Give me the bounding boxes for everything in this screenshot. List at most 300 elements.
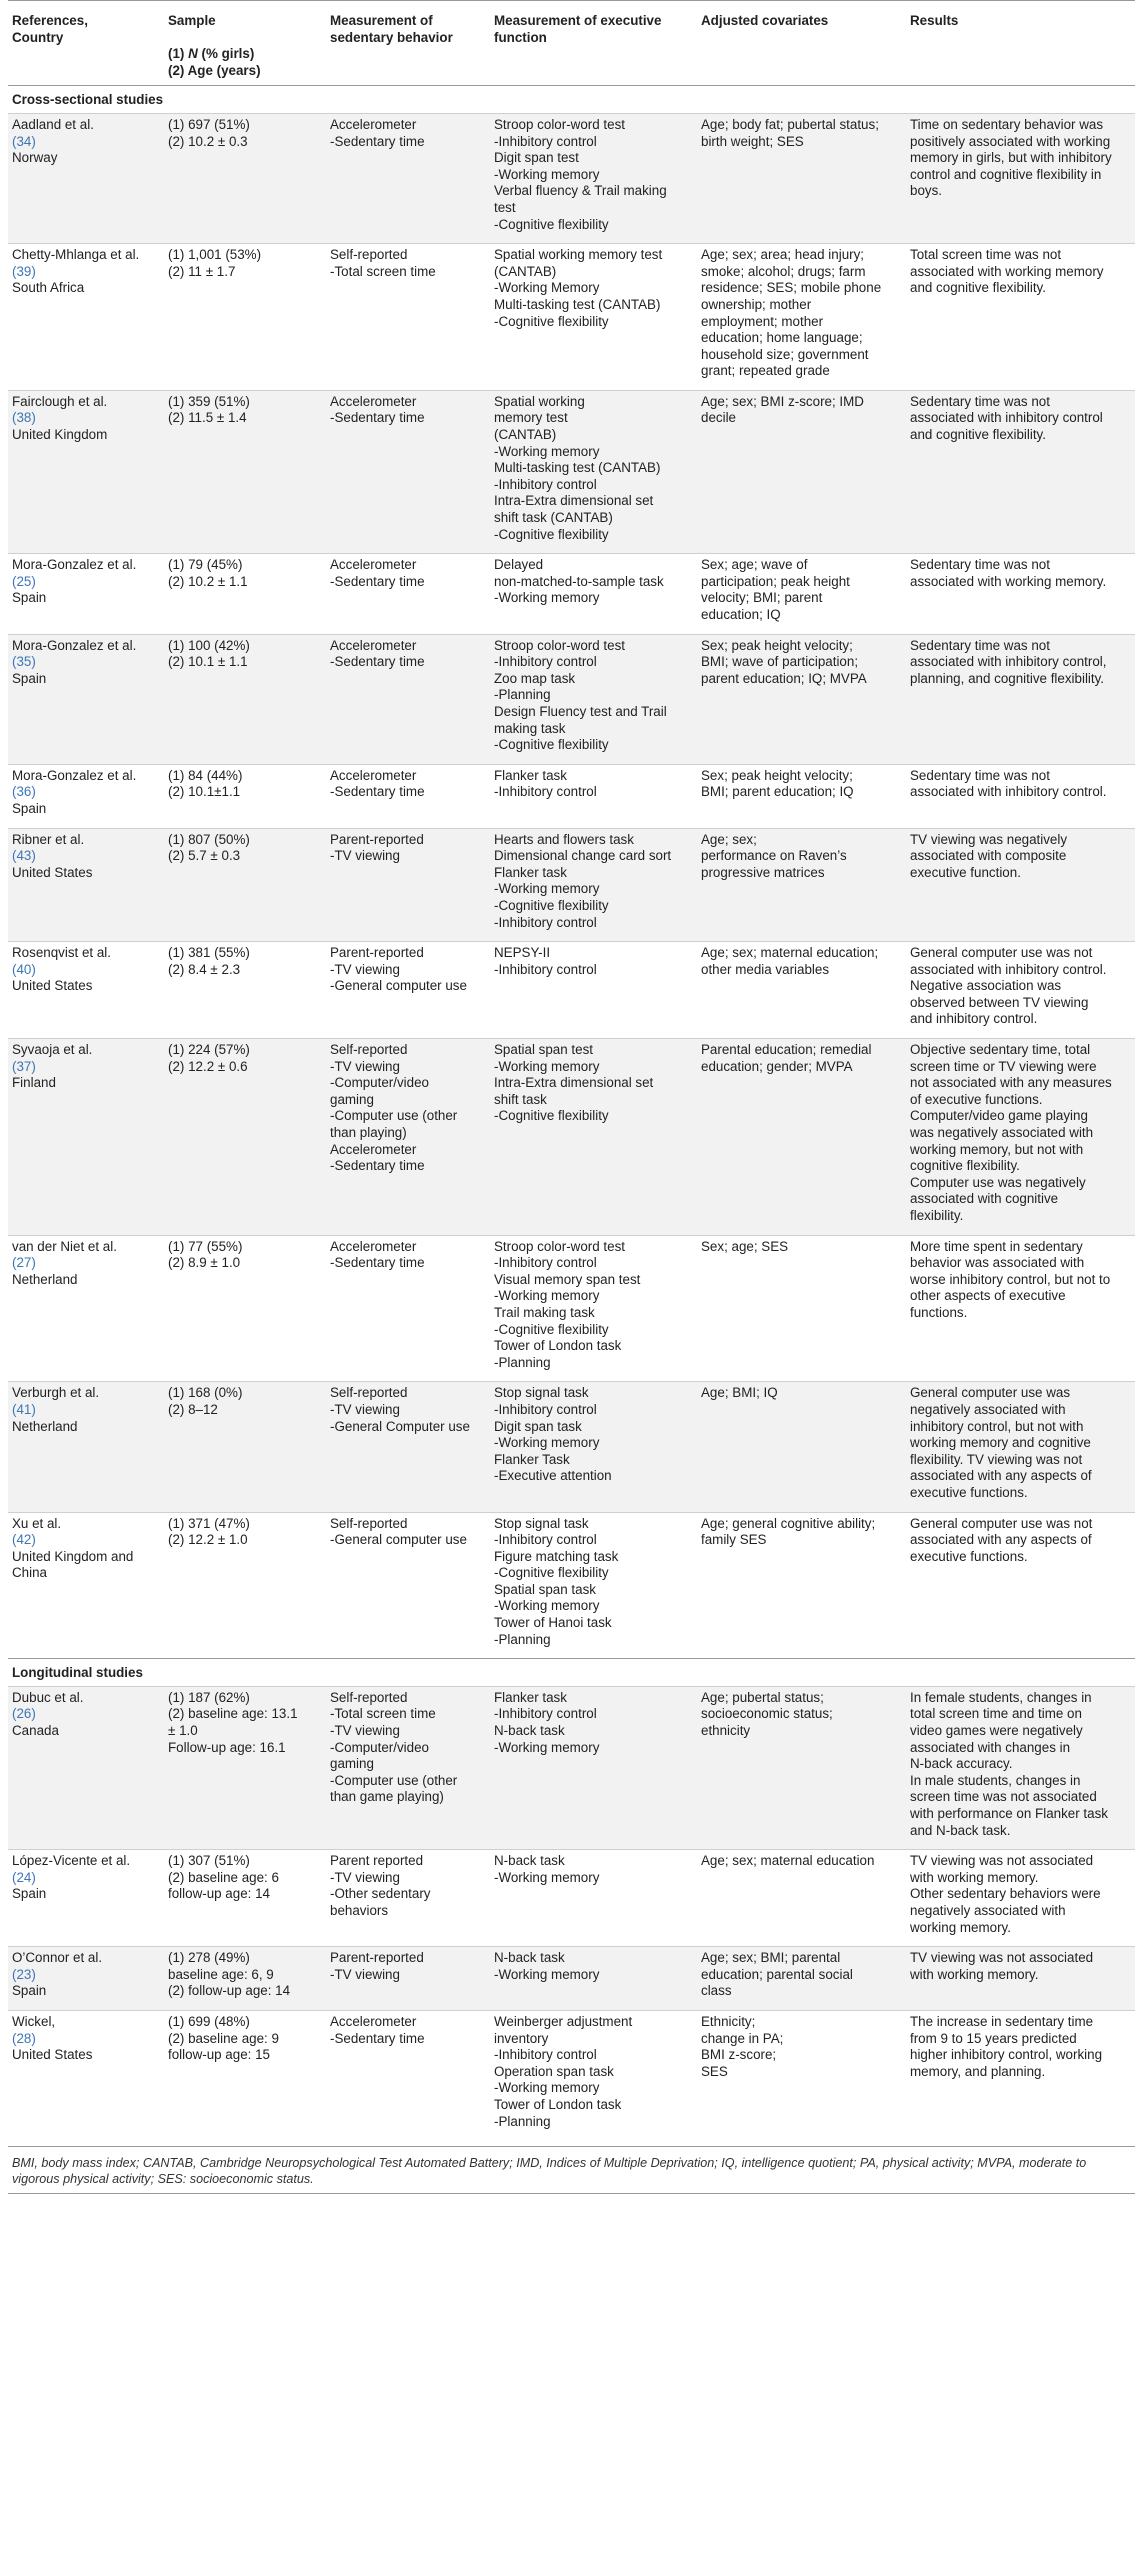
cell-line: BMI z-score; (701, 2047, 777, 2063)
cell-line: Design Fluency test and Trail (494, 703, 667, 719)
cell-line: positively associated with working (910, 133, 1111, 149)
cell-line: United States (12, 2047, 93, 2063)
cell-line: Digit span test (494, 150, 579, 166)
cell-line: with working memory. (910, 1869, 1039, 1885)
cell-line: Dimensional change card sort (494, 848, 672, 864)
cell-line: More time spent in sedentary (910, 1238, 1083, 1254)
cell-line: (1) 168 (0%) (168, 1385, 243, 1401)
cell-line: behavior was associated with (910, 1255, 1085, 1271)
cell-line: associated with composite (910, 848, 1067, 864)
table-row (8, 1686, 1135, 1849)
cell-line: Age; sex; (701, 831, 757, 847)
cell-covariates (697, 942, 906, 1039)
reference-number-link[interactable]: (38) (12, 410, 36, 426)
cell-line: -Computer use (other (330, 1772, 458, 1788)
cell-line: not associated with any measures (910, 1075, 1112, 1091)
cell-line: other aspects of executive (910, 1288, 1066, 1304)
cell-line: (2) 10.2 ± 1.1 (168, 573, 248, 589)
cell-line: Age; sex; BMI; parental (701, 1950, 841, 1966)
cell-line: -TV viewing (330, 1723, 400, 1739)
cell-line: -Working memory (494, 1288, 600, 1304)
cell-line: O’Connor et al. (12, 1950, 103, 1966)
table-row (8, 113, 1135, 243)
cell-line: screen time or TV viewing were (910, 1058, 1097, 1074)
cell-line: (2) 12.2 ± 0.6 (168, 1058, 248, 1074)
cell-executive-measure (490, 1512, 697, 1659)
cell-covariates (697, 1039, 906, 1236)
cell-line: Sex; peak height velocity; (701, 637, 853, 653)
cell-line: functions. (910, 1304, 968, 1320)
cell-line: and cognitive flexibility. (910, 280, 1046, 296)
reference-number-link[interactable]: (26) (12, 1706, 36, 1722)
cell-line: executive function. (910, 864, 1021, 880)
cell-line: Sedentary time was not (910, 557, 1050, 573)
table-row (8, 1382, 1135, 1512)
cell-line: -Inhibitory control (494, 961, 597, 977)
reference-number-link[interactable]: (37) (12, 1058, 36, 1074)
cell-line: memory test (494, 410, 568, 426)
cell-line: Spain (12, 1886, 47, 1902)
reference-number-link[interactable]: (43) (12, 848, 36, 864)
cell-line: shift task (CANTAB) (494, 510, 613, 526)
cell-line: Spatial working (494, 393, 585, 409)
cell-reference (8, 634, 164, 764)
cell-line: (2) 10.1±1.1 (168, 784, 241, 800)
cell-executive-measure (490, 1039, 697, 1236)
cell-line: from 9 to 15 years predicted (910, 2030, 1077, 2046)
cell-line: -Working memory (494, 1058, 600, 1074)
cell-line: household size; government (701, 346, 869, 362)
cell-line: (2) 5.7 ± 0.3 (168, 848, 241, 864)
cell-line: negatively associated with (910, 1401, 1066, 1417)
cell-line: Flanker task (494, 864, 567, 880)
cell-line: grant; repeated grade (701, 363, 830, 379)
cell-line: -Planning (494, 2113, 551, 2129)
cell-line: -Working memory (494, 166, 600, 182)
cell-line: associated with inhibitory control. (910, 784, 1107, 800)
cell-results (906, 1512, 1135, 1659)
cell-line: associated with inhibitory control, (910, 654, 1107, 670)
header-line: Country (12, 29, 64, 45)
cell-line: Self-reported (330, 1689, 408, 1705)
cell-line: video games were negatively (910, 1723, 1083, 1739)
reference-number-link[interactable]: (39) (12, 263, 36, 279)
cell-reference (8, 554, 164, 634)
cell-line: -Sedentary time (330, 1158, 425, 1174)
cell-line: working memory and cognitive (910, 1435, 1091, 1451)
cell-reference (8, 2010, 164, 2140)
cell-line: associated with any aspects of (910, 1468, 1092, 1484)
cell-line: United Kingdom (12, 427, 108, 443)
cell-line: Spatial span test (494, 1042, 594, 1058)
cell-line: Objective sedentary time, total (910, 1042, 1091, 1058)
header-line: (1) N (% girls) (168, 46, 255, 62)
cell-line: BMI; parent education; IQ (701, 784, 854, 800)
cell-line: Netherland (12, 1271, 78, 1287)
cell-line: cognitive flexibility. (910, 1158, 1020, 1174)
cell-line: Multi-tasking test (CANTAB) (494, 460, 661, 476)
cell-line: -Inhibitory control (494, 1401, 597, 1417)
cell-line: United Kingdom and (12, 1548, 134, 1564)
table-row (8, 1512, 1135, 1659)
cell-line: with working memory. (910, 1966, 1039, 1982)
cell-line: shift task (494, 1091, 547, 1107)
reference-number-link[interactable]: (27) (12, 1255, 36, 1271)
cell-sample (164, 113, 326, 243)
cell-line: socioeconomic status; (701, 1706, 833, 1722)
cell-line: -Cognitive flexibility (494, 897, 609, 913)
reference-number-link[interactable]: (35) (12, 654, 36, 670)
cell-reference (8, 1039, 164, 1236)
cell-line: Parent-reported (330, 1950, 424, 1966)
cell-sample (164, 1235, 326, 1382)
cell-line: Zoo map task (494, 670, 576, 686)
cell-line: Accelerometer (330, 393, 417, 409)
cell-executive-measure (490, 390, 697, 553)
cell-line: General computer use was (910, 1385, 1071, 1401)
cell-line: worse inhibitory control, but not to (910, 1271, 1111, 1287)
cell-reference (8, 942, 164, 1039)
table-row (8, 244, 1135, 391)
cell-covariates (697, 1235, 906, 1382)
cell-line: Verbal fluency & Trail making (494, 183, 667, 199)
cell-line: (1) 100 (42%) (168, 637, 250, 653)
cell-line: -Cognitive flexibility (494, 737, 609, 753)
cell-line: -Sedentary time (330, 133, 425, 149)
cell-line: -Working Memory (494, 280, 600, 296)
cell-sedentary-measure (326, 634, 490, 764)
cell-line: associated with cognitive (910, 1191, 1059, 1207)
cell-line: Trail making task (494, 1304, 595, 1320)
cell-line: Parental education; remedial (701, 1042, 872, 1058)
cell-line: TV viewing was not associated (910, 1853, 1094, 1869)
cell-line: General computer use was not (910, 1515, 1093, 1531)
cell-line: Weinberger adjustment (494, 2013, 633, 2029)
cell-line: (2) 8.9 ± 1.0 (168, 1255, 241, 1271)
cell-line: van der Niet et al. (12, 1238, 117, 1254)
cell-results (906, 634, 1135, 764)
cell-line: -Cognitive flexibility (494, 1321, 609, 1337)
cell-line: -Computer use (other (330, 1108, 458, 1124)
cell-line: N-back task (494, 1723, 565, 1739)
cell-line: (CANTAB) (494, 427, 557, 443)
cell-line: -Cognitive flexibility (494, 1565, 609, 1581)
cell-reference (8, 1686, 164, 1849)
cell-line: Accelerometer (330, 767, 417, 783)
cell-line: with performance on Flanker task (910, 1806, 1108, 1821)
header-references-country (8, 1, 164, 86)
header-executive-measure (490, 1, 697, 86)
cell-line: parent education; IQ; MVPA (701, 670, 867, 686)
cell-line: Syvaoja et al. (12, 1042, 93, 1058)
cell-line: Parent-reported (330, 831, 424, 847)
cell-sample (164, 764, 326, 828)
cell-line: -Working memory (494, 1435, 600, 1451)
cell-line: -Working memory (494, 2080, 600, 2096)
cell-line: Figure matching task (494, 1548, 619, 1564)
cell-line: General computer use was not (910, 945, 1093, 961)
cell-sedentary-measure (326, 1235, 490, 1382)
cell-line: Stroop color-word test (494, 637, 625, 653)
cell-line: inhibitory control, but not with (910, 1418, 1084, 1434)
cell-sample (164, 554, 326, 634)
cell-results (906, 1039, 1135, 1236)
reference-number-link[interactable]: (25) (12, 573, 36, 589)
cell-line: -TV viewing (330, 1869, 400, 1885)
reference-number-link[interactable]: (23) (12, 1966, 36, 1982)
reference-number-link[interactable]: (42) (12, 1532, 36, 1548)
header-line: Results (910, 13, 959, 28)
cell-line: Spatial working memory test (494, 247, 663, 263)
section-title: Cross-sectional studies (8, 86, 1135, 114)
cell-sedentary-measure (326, 942, 490, 1039)
cell-line: -Sedentary time (330, 654, 425, 670)
cell-reference (8, 1382, 164, 1512)
cell-results (906, 244, 1135, 391)
cell-line: follow-up age: 15 (168, 2047, 270, 2063)
cell-covariates (697, 390, 906, 553)
cell-line: (1) 381 (55%) (168, 945, 250, 961)
cell-results (906, 1382, 1135, 1512)
cell-line: Accelerometer (330, 116, 417, 132)
cell-line: United States (12, 978, 93, 994)
cell-line: associated with any aspects of (910, 1532, 1092, 1548)
cell-line: of executive functions. (910, 1091, 1043, 1107)
cell-line: and N-back task. (910, 1822, 1011, 1838)
reference-number-link[interactable]: (34) (12, 133, 36, 149)
cell-line: -Inhibitory control (494, 1706, 597, 1722)
cell-line: -Sedentary time (330, 410, 425, 426)
cell-covariates (697, 1686, 906, 1849)
cell-reference (8, 113, 164, 243)
cell-line: Mora-Gonzalez et al. (12, 637, 137, 653)
cell-line: -TV viewing (330, 961, 400, 977)
cell-line: -TV viewing (330, 1966, 400, 1982)
cell-line: Flanker task (494, 1689, 567, 1705)
cell-sedentary-measure (326, 1947, 490, 2011)
cell-line: flexibility. TV viewing was not (910, 1451, 1083, 1467)
table-body (8, 86, 1135, 2140)
cell-executive-measure (490, 2010, 697, 2140)
cell-line: (1) 807 (50%) (168, 831, 250, 847)
cell-line: Stroop color-word test (494, 116, 625, 132)
cell-line: performance on Raven’s (701, 848, 847, 864)
table-footnote: BMI, body mass index; CANTAB, Cambridge Neuropsychological Test Automated Battery; IMD, Indices of Multiple Deprivation; IQ, intelligence quotient; PA, physical activity; MVPA, moderate to vigorous physical activity; SES: socioeconomic status. (8, 2146, 1135, 2194)
cell-line: education; gender; MVPA (701, 1058, 853, 1074)
cell-results (906, 764, 1135, 828)
cell-line: -Inhibitory control (494, 476, 597, 492)
cell-line: Verburgh et al. (12, 1385, 100, 1401)
cell-executive-measure (490, 1235, 697, 1382)
cell-line: -Working memory (494, 1869, 600, 1885)
cell-line: (2) 8.4 ± 2.3 (168, 961, 241, 977)
cell-line: In female students, changes in (910, 1689, 1092, 1705)
cell-executive-measure (490, 828, 697, 942)
cell-line: (1) 278 (49%) (168, 1950, 250, 1966)
cell-line: memory, and planning. (910, 2063, 1046, 2079)
cell-line: Follow-up age: 16.1 (168, 1739, 286, 1755)
cell-sample (164, 1382, 326, 1512)
cell-sedentary-measure (326, 244, 490, 391)
cell-executive-measure (490, 764, 697, 828)
cell-line: -Other sedentary (330, 1886, 431, 1902)
cell-line: -Total screen time (330, 1706, 436, 1722)
cell-results (906, 554, 1135, 634)
cell-line: -Inhibitory control (494, 914, 597, 930)
cell-line: N-back task (494, 1853, 565, 1869)
header-line: Adjusted covariates (701, 13, 829, 28)
cell-line: Canada (12, 1723, 59, 1739)
cell-line: Dubuc et al. (12, 1689, 84, 1705)
reference-number-link[interactable]: (41) (12, 1401, 36, 1417)
cell-results (906, 2010, 1135, 2140)
cell-line: Negative association was (910, 978, 1062, 994)
cell-line: residence; SES; mobile phone (701, 280, 882, 296)
cell-line: (CANTAB) (494, 263, 557, 279)
cell-line: (2) 10.1 ± 1.1 (168, 654, 248, 670)
cell-line: associated with working memory. (910, 573, 1107, 589)
cell-line: Intra-Extra dimensional set (494, 1075, 654, 1091)
cell-line: class (701, 1983, 732, 1999)
cell-line: Time on sedentary behavior was (910, 116, 1104, 132)
table-row (8, 1947, 1135, 2011)
cell-line: Norway (12, 150, 58, 166)
cell-reference (8, 1235, 164, 1382)
cell-line: Age; sex; maternal education; (701, 945, 879, 961)
cell-line: -Planning (494, 687, 551, 703)
cell-line: Parent reported (330, 1853, 424, 1869)
cell-line: (1) 697 (51%) (168, 116, 250, 132)
cell-line: and cognitive flexibility. (910, 427, 1046, 443)
cell-sedentary-measure (326, 1039, 490, 1236)
cell-line: -Sedentary time (330, 573, 425, 589)
cell-executive-measure (490, 113, 697, 243)
cell-line: -Sedentary time (330, 2030, 425, 2046)
cell-line: control and cognitive flexibility in (910, 166, 1102, 182)
cell-line: Accelerometer (330, 1141, 417, 1157)
cell-line: -Computer/video (330, 1739, 429, 1755)
reference-number-link[interactable]: (24) (12, 1869, 36, 1885)
cell-line: (1) 359 (51%) (168, 393, 250, 409)
header-line: sedentary behavior (330, 29, 453, 45)
cell-line: TV viewing was negatively (910, 831, 1068, 847)
cell-line: Tower of London task (494, 2096, 622, 2112)
cell-line: Accelerometer (330, 1238, 417, 1254)
cell-line: -Cognitive flexibility (494, 1108, 609, 1124)
cell-sedentary-measure (326, 1686, 490, 1849)
cell-line: employment; mother (701, 313, 824, 329)
cell-line: NEPSY-II (494, 945, 551, 961)
cell-executive-measure (490, 1850, 697, 1947)
cell-reference (8, 244, 164, 391)
cell-line: Ethnicity; (701, 2013, 756, 2029)
cell-line: -Total screen time (330, 263, 436, 279)
cell-line: associated with working memory (910, 263, 1104, 279)
cell-line: Stroop color-word test (494, 1238, 625, 1254)
cell-line: Stop signal task (494, 1515, 589, 1531)
cell-sample (164, 390, 326, 553)
cell-line: Visual memory span test (494, 1271, 641, 1287)
cell-line: executive functions. (910, 1484, 1028, 1500)
cell-line: Computer use was negatively (910, 1174, 1086, 1190)
cell-line: -General Computer use (330, 1418, 470, 1434)
cell-line: Sex; age; wave of (701, 557, 808, 573)
cell-line: -General computer use (330, 1532, 467, 1548)
cell-line: -Working memory (494, 881, 600, 897)
cell-line: education; home language; (701, 330, 863, 346)
cell-line: other media variables (701, 961, 830, 977)
cell-line: planning, and cognitive flexibility. (910, 670, 1105, 686)
reference-number-link[interactable]: (28) (12, 2030, 36, 2046)
cell-line: -TV viewing (330, 1058, 400, 1074)
cell-line: Age; body fat; pubertal status; (701, 116, 879, 132)
cell-line: (2) 11.5 ± 1.4 (168, 410, 247, 426)
cell-line: -TV viewing (330, 848, 400, 864)
cell-line: velocity; BMI; parent (701, 590, 823, 606)
cell-line: (2) baseline age: 13.1 (168, 1706, 298, 1722)
cell-reference (8, 764, 164, 828)
cell-line: follow-up age: 14 (168, 1886, 270, 1902)
cell-covariates (697, 1850, 906, 1947)
cell-line: flexibility. (910, 1208, 964, 1223)
cell-line: executive functions. (910, 1548, 1028, 1564)
studies-table (8, 0, 1135, 2140)
cell-line: Age; BMI; IQ (701, 1385, 778, 1401)
cell-executive-measure (490, 1382, 697, 1512)
cell-line: South Africa (12, 280, 85, 296)
cell-line: (1) 79 (45%) (168, 557, 243, 573)
cell-line: Self-reported (330, 1515, 408, 1531)
cell-line: Flanker task (494, 767, 567, 783)
cell-sedentary-measure (326, 554, 490, 634)
reference-number-link[interactable]: (36) (12, 784, 36, 800)
cell-line: Other sedentary behaviors were (910, 1886, 1101, 1902)
cell-executive-measure (490, 554, 697, 634)
cell-line: higher inhibitory control, working (910, 2047, 1103, 2063)
cell-line: (2) 11 ± 1.7 (168, 263, 236, 279)
cell-line: López-Vicente et al. (12, 1853, 131, 1869)
cell-line: Total screen time was not (910, 247, 1062, 263)
cell-line: -Working memory (494, 1966, 600, 1982)
cell-sedentary-measure (326, 1512, 490, 1659)
cell-line: observed between TV viewing (910, 994, 1089, 1010)
cell-sample (164, 942, 326, 1039)
header-line: References, (12, 13, 88, 28)
cell-line: Age; sex; BMI z-score; IMD (701, 393, 864, 409)
cell-sedentary-measure (326, 113, 490, 243)
table-row (8, 828, 1135, 942)
cell-results (906, 1947, 1135, 2011)
cell-executive-measure (490, 942, 697, 1039)
table-row (8, 2010, 1135, 2140)
cell-line: boys. (910, 183, 943, 199)
cell-line: gaming (330, 1756, 374, 1772)
cell-line: associated with changes in (910, 1739, 1071, 1755)
cell-line: Tower of London task (494, 1338, 622, 1354)
cell-sample (164, 244, 326, 391)
cell-sample (164, 1850, 326, 1947)
cell-line: Aadland et al. (12, 116, 94, 132)
cell-line: (1) 699 (48%) (168, 2013, 250, 2029)
reference-number-link[interactable]: (40) (12, 961, 36, 977)
cell-reference (8, 390, 164, 553)
cell-reference (8, 1947, 164, 2011)
section-heading-row (8, 1659, 1135, 1687)
cell-line: inventory (494, 2030, 549, 2046)
cell-covariates (697, 244, 906, 391)
cell-line: Self-reported (330, 1385, 408, 1401)
cell-line: (1) 84 (44%) (168, 767, 243, 783)
